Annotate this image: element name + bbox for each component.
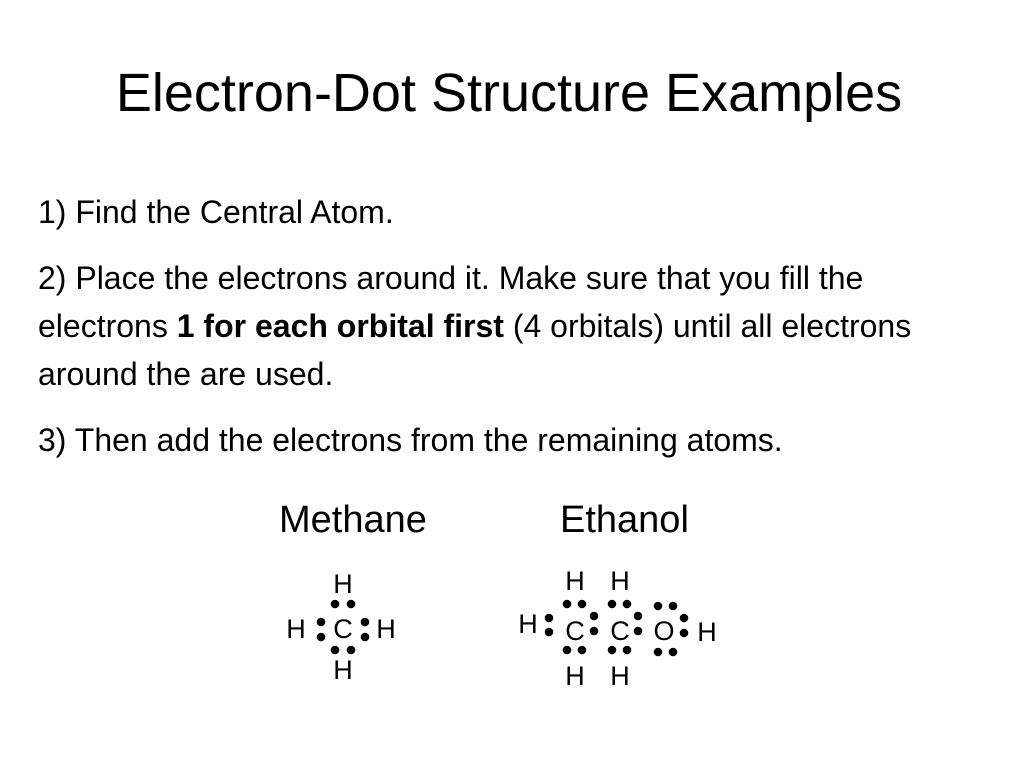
methane-atom-h-top: H bbox=[333, 569, 353, 599]
ethanol-atom-h-right: H bbox=[697, 617, 717, 647]
ethanol-electron-dot bbox=[563, 646, 572, 655]
methane-atom-c: C bbox=[333, 614, 353, 644]
step-3: 3) Then add the electrons from the remaining atoms. bbox=[38, 422, 783, 458]
methane-electron-dot bbox=[331, 600, 340, 609]
ethanol-structure bbox=[518, 566, 717, 691]
ethanol-electron-dot bbox=[680, 614, 689, 623]
slide-title: Electron-Dot Structure Examples bbox=[115, 63, 903, 123]
methane-structure bbox=[286, 569, 396, 685]
ethanol-atom-h-bottom-1: H bbox=[565, 661, 585, 691]
methane-label: Methane bbox=[279, 499, 427, 541]
ethanol-electron-dot bbox=[590, 627, 599, 636]
ethanol-label: Ethanol bbox=[560, 499, 689, 541]
ethanol-electron-dot bbox=[545, 628, 554, 637]
ethanol-electron-dot bbox=[669, 602, 678, 611]
ethanol-atom-c1: C bbox=[565, 616, 585, 646]
ethanol-electron-dot bbox=[634, 612, 643, 621]
ethanol-atom-h-bottom-2: H bbox=[610, 661, 630, 691]
methane-atom-h-right: H bbox=[376, 614, 396, 644]
ethanol-atom-o: O bbox=[653, 616, 675, 646]
step-2-emphasis: 1 for each orbital first bbox=[176, 308, 504, 344]
ethanol-atom-h-top-1: H bbox=[565, 566, 585, 596]
methane-electron-dot bbox=[361, 618, 370, 627]
ethanol-electron-dot bbox=[545, 614, 554, 623]
ethanol-atom-c2: C bbox=[610, 616, 630, 646]
ethanol-electron-dot bbox=[563, 600, 572, 609]
methane-electron-dot bbox=[347, 646, 356, 655]
methane-electron-dot bbox=[317, 618, 326, 627]
ethanol-electron-dot bbox=[608, 600, 617, 609]
ethanol-electron-dot bbox=[608, 646, 617, 655]
ethanol-electron-dot bbox=[654, 648, 663, 657]
ethanol-atom-h-top-2: H bbox=[610, 566, 630, 596]
methane-electron-dot bbox=[347, 600, 356, 609]
ethanol-electron-dot bbox=[680, 629, 689, 638]
step-1: 1) Find the Central Atom. bbox=[38, 194, 394, 230]
ethanol-electron-dot bbox=[669, 648, 678, 657]
ethanol-electron-dot bbox=[654, 602, 663, 611]
ethanol-electron-dot bbox=[590, 612, 599, 621]
methane-atom-h-left: H bbox=[286, 614, 306, 644]
step-2-text-end: (4 orbitals) until all electrons around the are used. bbox=[38, 308, 912, 392]
ethanol-electron-dot bbox=[578, 600, 587, 609]
methane-atom-h-bottom: H bbox=[333, 655, 353, 685]
ethanol-electron-dot bbox=[623, 600, 632, 609]
methane-electron-dot bbox=[331, 646, 340, 655]
ethanol-electron-dot bbox=[578, 646, 587, 655]
step-2-text-start: 2) Place the electrons around it. Make sure that you fill the electrons bbox=[38, 260, 864, 344]
methane-electron-dot bbox=[317, 633, 326, 642]
ethanol-electron-dot bbox=[634, 627, 643, 636]
ethanol-electron-dot bbox=[623, 646, 632, 655]
ethanol-atom-h-left: H bbox=[518, 609, 538, 639]
methane-electron-dot bbox=[361, 633, 370, 642]
